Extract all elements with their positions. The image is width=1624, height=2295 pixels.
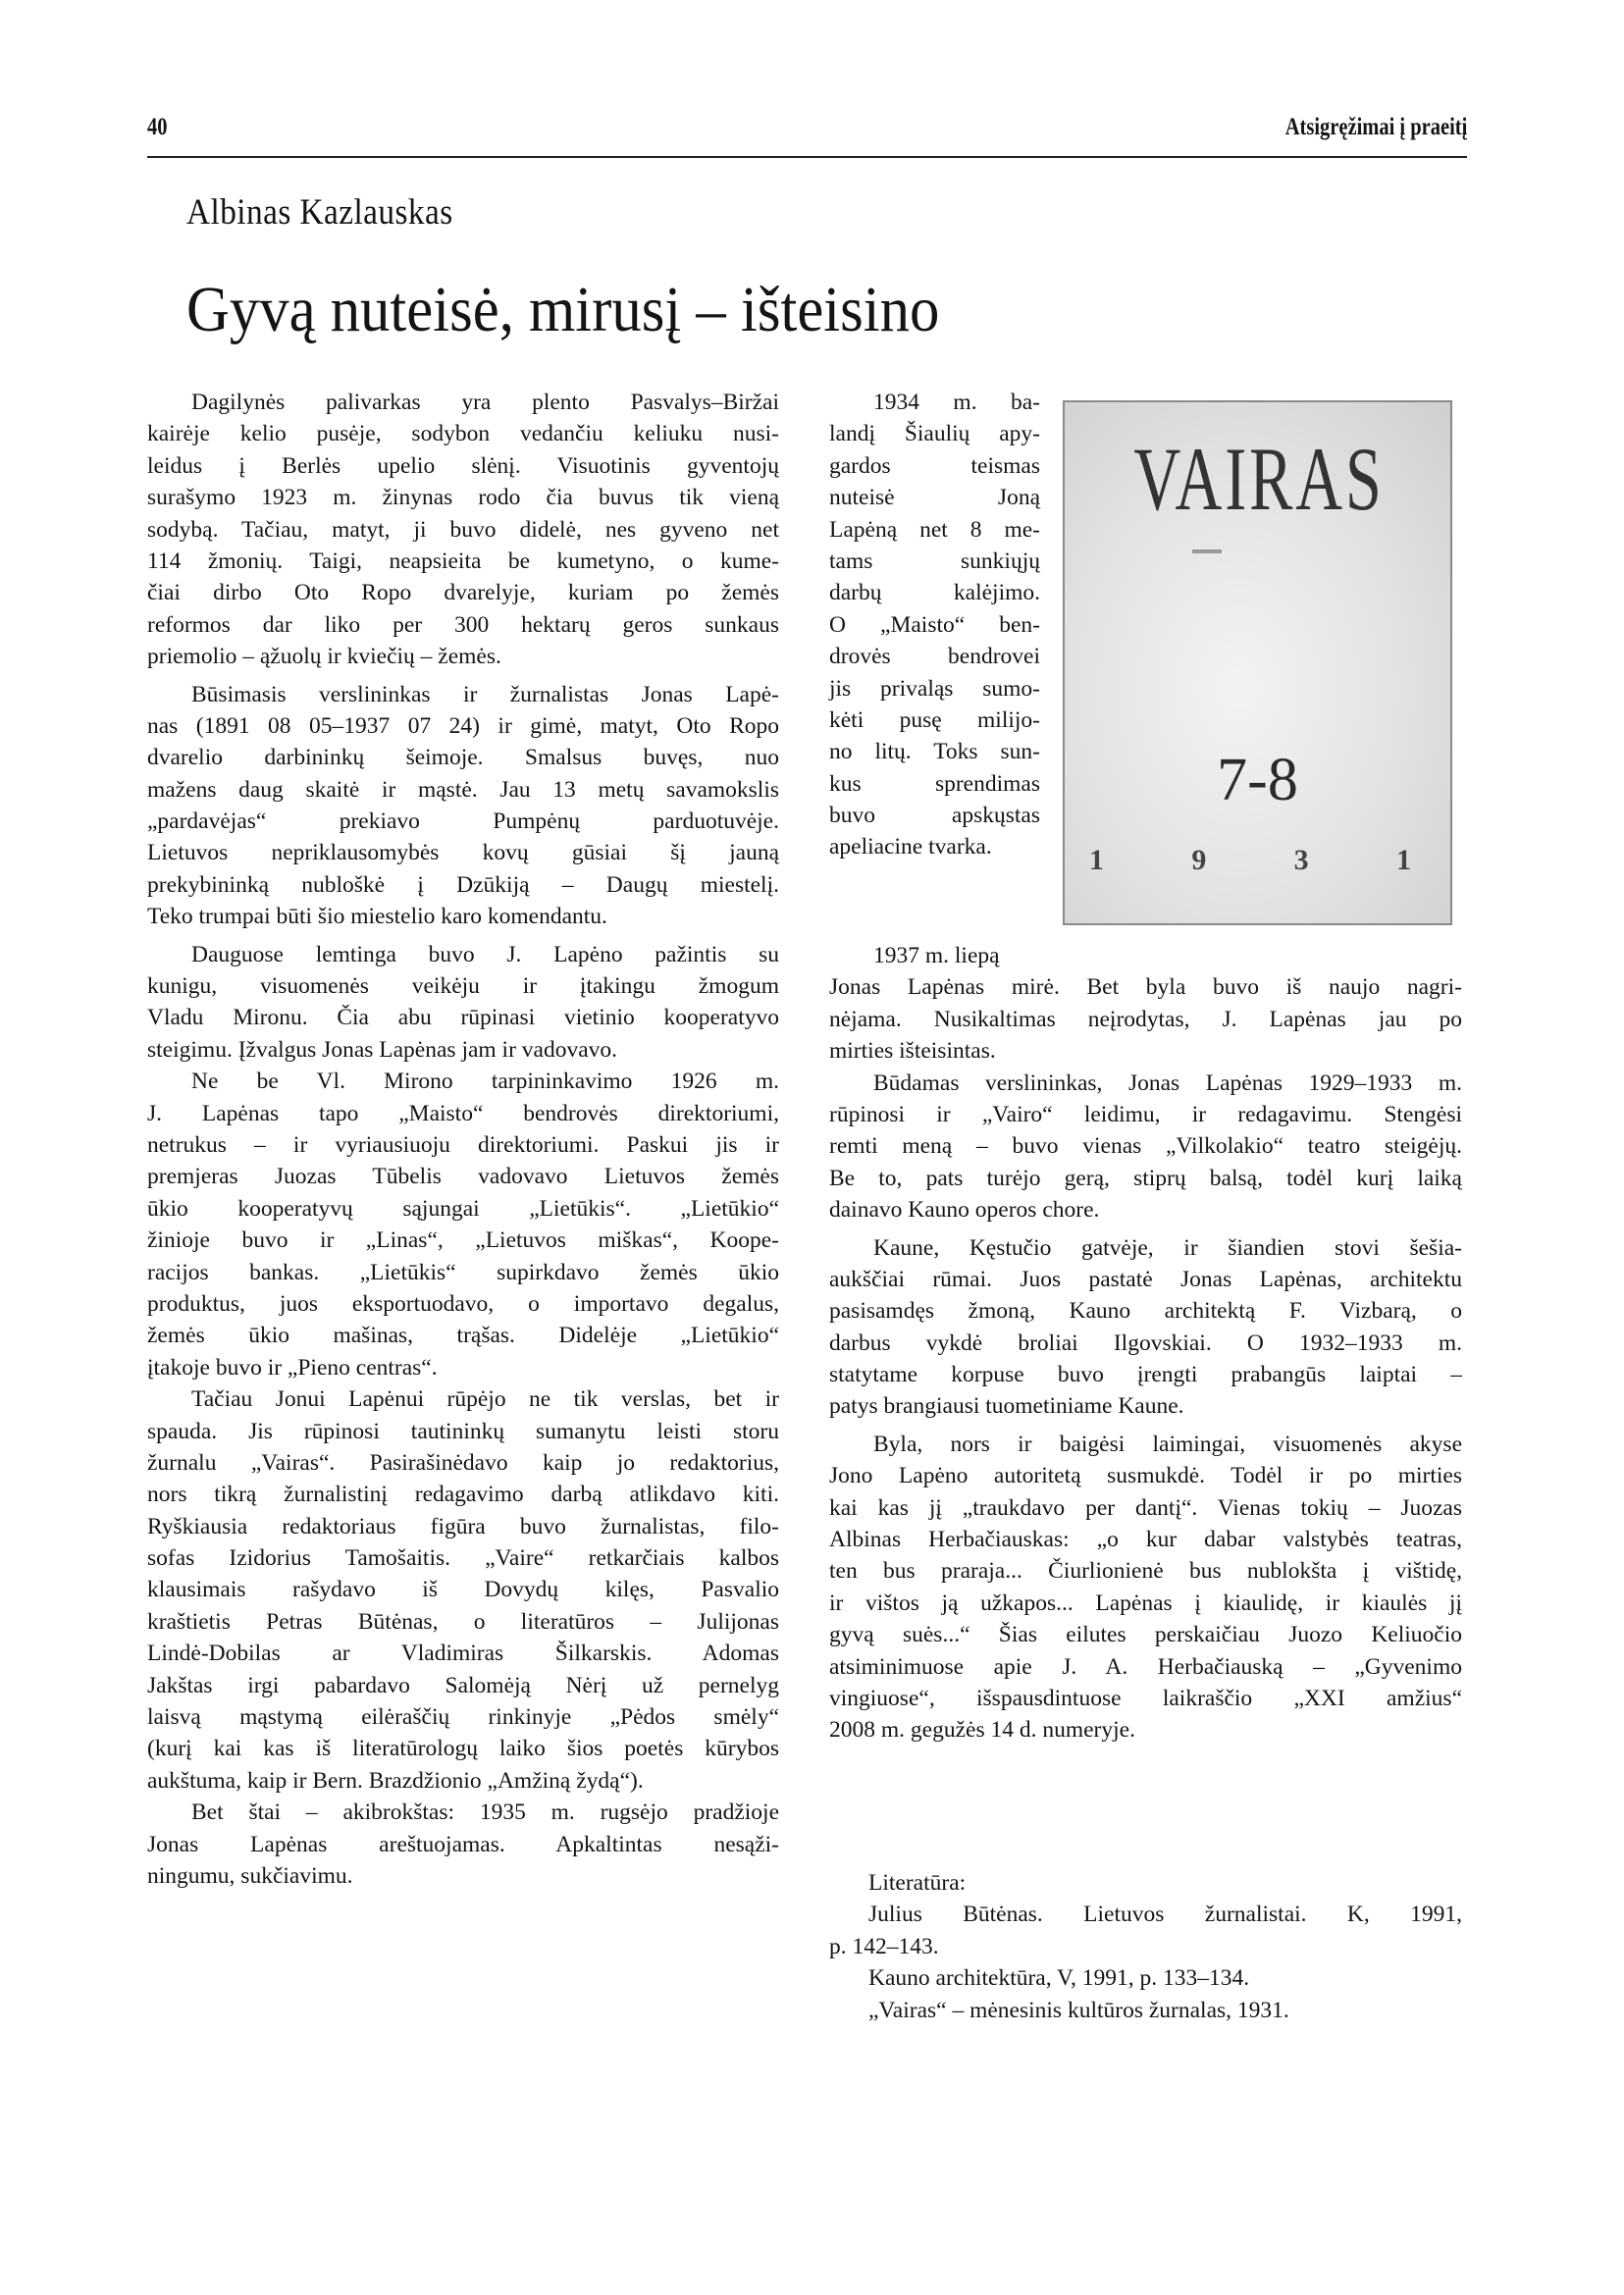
text-line: netrukus – ir vyriausiuoju direktoriumi. Paskui jis ir xyxy=(147,1131,779,1158)
magazine-cover-image xyxy=(1063,400,1452,925)
text-line: kėti pusę milijo- xyxy=(829,706,1040,733)
text-line: aukščiai rūmai. Juos pastatė Jonas Lapėnas, architektu xyxy=(829,1266,1462,1292)
text-line: Lapėną net 8 me- xyxy=(829,516,1040,543)
literature-entry: „Vairas“ – mėnesinis kultūros žurnalas, 1931. xyxy=(868,1997,1289,2023)
text-line: racijos bankas. „Lietūkis“ supirkdavo žemės ūkio xyxy=(147,1259,779,1285)
running-header xyxy=(147,114,1467,143)
literature-entry: p. 142–143. xyxy=(829,1933,939,1959)
text-line: kairėje kelio pusėje, sodybon vedančiu keliuku nusi- xyxy=(147,421,779,447)
text-line: reformos dar liko per 300 hektarų geros sunkaus xyxy=(147,611,779,638)
text-line: atsiminimuose apie J. A. Herbačiauską – „Gyvenimo xyxy=(829,1653,1462,1680)
text-line: J. Lapėnas tapo „Maisto“ bendrovės direktoriumi, xyxy=(147,1100,779,1126)
literature-entry: Julius Būtėnas. Lietuvos žurnalistai. K, 1991, xyxy=(868,1902,1462,1928)
literature-entry: Kauno architektūra, V, 1991, p. 133–134. xyxy=(868,1965,1250,1992)
cover-year-digit: 3 xyxy=(1293,844,1309,876)
text-line: steigimu. Įžvalgus Jonas Lapėnas jam ir vadovavo. xyxy=(147,1036,618,1063)
cover-year xyxy=(1089,844,1411,877)
text-line: statytame korpuse buvo įrengti prabangūs laiptai – xyxy=(829,1362,1462,1388)
text-line: mirties išteisintas. xyxy=(829,1038,996,1065)
text-line: ir vištos ją užkapos... Lapėnas į kiaulidę, ir kiaulės jį xyxy=(829,1590,1462,1616)
text-line: Vladu Mironu. Čia abu rūpinasi vietinio kooperatyvo xyxy=(147,1005,779,1031)
cover-smudge xyxy=(1192,549,1222,553)
text-line: Būsimasis verslininkas ir žurnalistas Jonas Lapė- xyxy=(191,681,779,707)
text-line: produktus, juos eksportuodavo, o importavo degalus, xyxy=(147,1290,779,1317)
text-line: Tačiau Jonui Lapėnui rūpėjo ne tik verslas, bet ir xyxy=(191,1386,779,1413)
text-line: spauda. Jis rūpinosi tautininkų sumanytu leisti storu xyxy=(147,1418,779,1444)
cover-year-digit: 1 xyxy=(1395,844,1411,876)
right-column xyxy=(829,940,1462,1747)
text-line: laisvą mąstymą eilėraščių rinkinyje „Pėdos smėly“ xyxy=(147,1704,779,1731)
text-line: įtakoje buvo ir „Pieno centras“. xyxy=(147,1354,438,1381)
text-line: „pardavėjas“ prekiavo Pumpėnų parduotuvėje. xyxy=(147,808,779,835)
text-line: landį Šiaulių apy- xyxy=(829,421,1040,447)
text-line: Jonas Lapėnas mirė. Bet byla buvo iš naujo nagri- xyxy=(829,974,1462,1001)
text-line: klausimais rašydavo iš Dovydų kilęs, Pasvalio xyxy=(147,1577,779,1603)
literature-section xyxy=(829,1867,1462,2026)
text-line: Be to, pats turėjo gerą, stiprų balsą, todėl kurį laiką xyxy=(829,1165,1462,1191)
text-line: pasisamdęs žmoną, Kauno architektą F. Vizbarą, o xyxy=(829,1298,1462,1325)
text-line: dvarelio darbininkų šeimoje. Smalsus buvęs, nuo xyxy=(147,745,779,771)
text-line: ten bus praraja... Čiurlionienė bus nublokšta į vištidę, xyxy=(829,1558,1462,1585)
text-line: žemės ūkio mašinas, trąšas. Didelėje „Lietūkio“ xyxy=(147,1323,779,1349)
text-line: jis privaląs sumo- xyxy=(829,675,1040,702)
header-rule xyxy=(147,156,1467,158)
text-line: O „Maisto“ ben- xyxy=(829,611,1040,638)
text-line: Byla, nors ir baigėsi laimingai, visuomenės akyse xyxy=(873,1431,1462,1457)
text-line: Teko trumpai būti šio miestelio karo komendantu. xyxy=(147,904,607,930)
text-line: priemolio – ąžuolų ir kviečių – žemės. xyxy=(147,644,501,670)
text-line: (kurį kai kas iš literatūrologų laiko šios poetės kūrybos xyxy=(147,1736,779,1762)
text-line: gyvą suės...“ Šias eilutes perskaičiau Juozo Keliuočio xyxy=(829,1622,1462,1648)
text-line: Bet štai – akibrokštas: 1935 m. rugsėjo pradžioje xyxy=(191,1799,779,1826)
text-line: sodybą. Tačiau, matyt, ji buvo didelė, nes gyveno net xyxy=(147,516,779,543)
text-line: nors tikrą žurnalistinį redagavimo darbą atlikdavo kiti. xyxy=(147,1482,779,1508)
text-line: Dauguose lemtinga buvo J. Lapėno pažintis su xyxy=(191,941,779,967)
text-line: ningumu, sukčiavimu. xyxy=(147,1862,353,1889)
text-line: kunigu, visuomenės veikėju ir įtakingu žmogum xyxy=(147,973,779,1000)
text-line: Ryškiausia redaktoriaus figūra buvo žurnalistas, filo- xyxy=(147,1513,779,1539)
text-line: sofas Izidorius Tamošaitis. „Vaire“ retkarčiais kalbos xyxy=(147,1545,779,1572)
text-line: surašymo 1923 m. žinynas rodo čia buvus tik vieną xyxy=(147,485,779,511)
literature-heading: Literatūra: xyxy=(868,1870,967,1896)
text-line: Dagilynės palivarkas yra plento Pasvalys–Biržai xyxy=(191,390,779,415)
cover-issue-number: 7-8 xyxy=(1217,747,1298,813)
text-line: dainavo Kauno operos chore. xyxy=(829,1197,1100,1224)
text-line: remti meną – buvo vienas „Vilkolakio“ teatro steigėjų. xyxy=(829,1133,1462,1160)
text-line: aukštuma, kaip ir Bern. Brazdžionio „Amžiną žydą“). xyxy=(147,1767,644,1794)
text-line: kus sprendimas xyxy=(829,770,1040,797)
text-line: mažens daug skaitė ir mąstė. Jau 13 metų savamokslis xyxy=(147,776,779,803)
text-line: drovės bendrovei xyxy=(829,644,1040,670)
text-line: 1937 m. liepą xyxy=(873,943,1000,968)
text-line: no litų. Toks sun- xyxy=(829,739,1040,765)
text-line: ūkio kooperatyvų sąjungai „Lietūkis“. „Lietūkio“ xyxy=(147,1195,779,1222)
text-line: premjeras Juozas Tūbelis vadovavo Lietuvos žemės xyxy=(147,1164,779,1190)
text-line: čiai dirbo Oto Ropo dvarelyje, kuriam po žemės xyxy=(147,580,779,606)
text-line: prekybininką nubloškė į Dzūkiją – Daugų miestelį. xyxy=(147,871,779,898)
cover-title: VAIRAS xyxy=(1133,429,1385,529)
text-line: 114 žmonių. Taigi, neapsieita be kumetyno, o kume- xyxy=(147,548,779,574)
text-line: rūpinosi ir „Vairo“ leidimu, ir redagavimu. Stengėsi xyxy=(829,1101,1462,1127)
text-line: nuteisė Joną xyxy=(829,485,1040,511)
cover-year-digit: 9 xyxy=(1191,844,1207,876)
text-line: žurnalu „Vairas“. Pasirašinėdavo kaip jo redaktorius, xyxy=(147,1449,779,1476)
text-line: patys brangiausi tuometiniame Kaune. xyxy=(829,1393,1184,1420)
left-column xyxy=(147,387,779,1892)
text-line: Kaune, Kęstučio gatvėje, ir šiandien stovi šešia- xyxy=(873,1234,1462,1261)
text-line: vingiuose“, išspausdintuose laikraščio „XXI amžius“ xyxy=(829,1685,1462,1711)
text-line: kraštietis Petras Būtėnas, o literatūros – Julijonas xyxy=(147,1608,779,1635)
page-number: 40 xyxy=(147,114,168,140)
text-line: Jakštas irgi pabardavo Salomėją Nėrį už pernelyg xyxy=(147,1672,779,1698)
text-line: Jono Lapėno autoritetą susmukdė. Todėl ir po mirties xyxy=(829,1463,1462,1489)
text-line: buvo apskųstas xyxy=(829,803,1040,829)
text-line: darbus vykdė broliai Ilgovskiai. O 1932–1933 m. xyxy=(829,1330,1462,1356)
text-line: 1934 m. ba- xyxy=(873,390,1040,415)
text-line: Lindė-Dobilas ar Vladimiras Šilkarskis. Adomas xyxy=(147,1641,779,1667)
text-line: Būdamas verslininkas, Jonas Lapėnas 1929–1933 m. xyxy=(873,1069,1462,1096)
text-line: tams sunkiųjų xyxy=(829,548,1040,574)
text-line: Jonas Lapėnas areštuojamas. Apkaltintas nesąži- xyxy=(147,1831,779,1857)
text-line: 2008 m. gegužės 14 d. numeryje. xyxy=(829,1717,1135,1744)
article-author: Albinas Kazlauskas xyxy=(186,192,453,233)
text-line: leidus į Berlės upelio slėnį. Visuotinis gyventojų xyxy=(147,452,779,479)
text-line: kai kas jį „traukdavo per dantį“. Vienas tokių – Juozas xyxy=(829,1494,1462,1521)
text-line: nas (1891 08 05–1937 07 24) ir gimė, matyt, Oto Ropo xyxy=(147,712,779,739)
text-line: Ne be Vl. Mirono tarpininkavimo 1926 m. xyxy=(191,1069,779,1095)
text-line: nėjama. Nusikaltimas neįrodytas, J. Lapėnas jau po xyxy=(829,1006,1462,1032)
text-line: gardos teismas xyxy=(829,452,1040,479)
text-line: žinioje buvo ir „Linas“, „Lietuvos miškas“, Koope- xyxy=(147,1227,779,1254)
text-line: Lietuvos nepriklausomybės kovų gūsiai šį jauną xyxy=(147,840,779,866)
text-line: darbų kalėjimo. xyxy=(829,580,1040,606)
cover-year-digit: 1 xyxy=(1089,844,1104,876)
text-line: apeliacine tvarka. xyxy=(829,834,992,861)
narrow-column xyxy=(829,387,1040,863)
text-line: Albinas Herbačiauskas: „o kur dabar valstybės teatras, xyxy=(829,1527,1462,1553)
section-title: Atsigręžimai į praeitį xyxy=(1284,114,1467,140)
article-title: Gyvą nuteisė, mirusį – išteisino xyxy=(186,274,940,345)
